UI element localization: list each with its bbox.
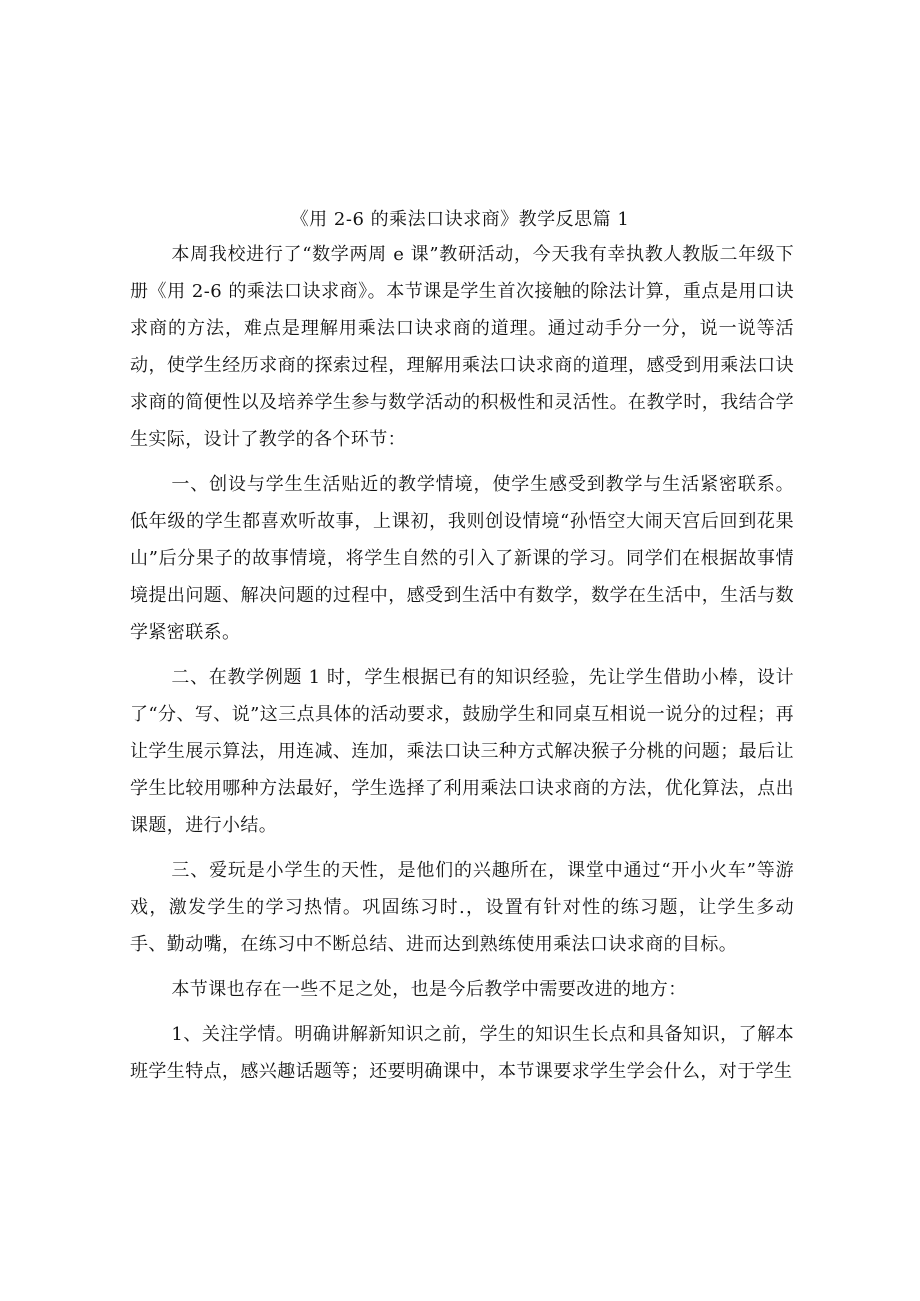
paragraph-intro: 本周我校进行了“数学两周 e 课”教研活动，今天我有幸执教人教版二年级下册《用 2-6 的乘法口诀求商》。本节课是学生首次接触的除法计算，重点是用口诀求商的方法，难点是理解用乘法口诀求商的道理。通过动手分一分，说一说等活动，使学生经历求商的探索过程，理解用乘法口诀求商的道理，感受到用乘法口诀求商的简便性以及培养学生参与数学活动的积极性和灵活性。在教学时，我结合学生实际，设计了教学的各个环节： bbox=[130, 244, 794, 450]
document-body bbox=[130, 236, 794, 1090]
paragraph-shortcomings: 本节课也存在一些不足之处，也是今后教学中需要改进的地方： bbox=[171, 979, 687, 1000]
paragraph-point-three: 三、爱玩是小学生的天性，是他们的兴趣所在，课堂中通过“开小火车”等游戏，激发学生的学习热情。巩固练习时.，设置有针对性的练习题，让学生多动手、勤动嘴，在练习中不断总结、进而达到熟练使用乘法口诀求商的目标。 bbox=[130, 860, 794, 955]
paragraph-point-one: 一、创设与学生生活贴近的教学情境，使学生感受到教学与生活紧密联系。低年级的学生都喜欢听故事，上课初，我则创设情境“孙悟空大闹天宫后回到花果山”后分果子的故事情境，将学生自然的引入了新课的学习。同学们在根据故事情境提出问题、解决问题的过程中，感受到生活中有数学，数学在生活中，生活与数学紧密联系。 bbox=[130, 474, 794, 643]
document-title: 《用 2-6 的乘法口诀求商》教学反思篇 1 bbox=[290, 209, 630, 230]
paragraph-improvement-one: 1、关注学情。明确讲解新知识之前，学生的知识生长点和具备知识，了解本班学生特点，感兴趣话题等；还要明确课中，本节课要求学生学会什么，对于学生 bbox=[130, 1024, 794, 1082]
paragraph-point-two: 二、在教学例题 1 时，学生根据已有的知识经验，先让学生借助小棒，设计了“分、写、说”这三点具体的活动要求，鼓励学生和同桌互相说一说分的过程；再让学生展示算法，用连减、连加，乘法口诀三种方式解决猴子分桃的问题；最后让学生比较用哪种方法最好，学生选择了利用乘法口诀求商的方法，优化算法，点出课题，进行小结。 bbox=[130, 667, 794, 836]
